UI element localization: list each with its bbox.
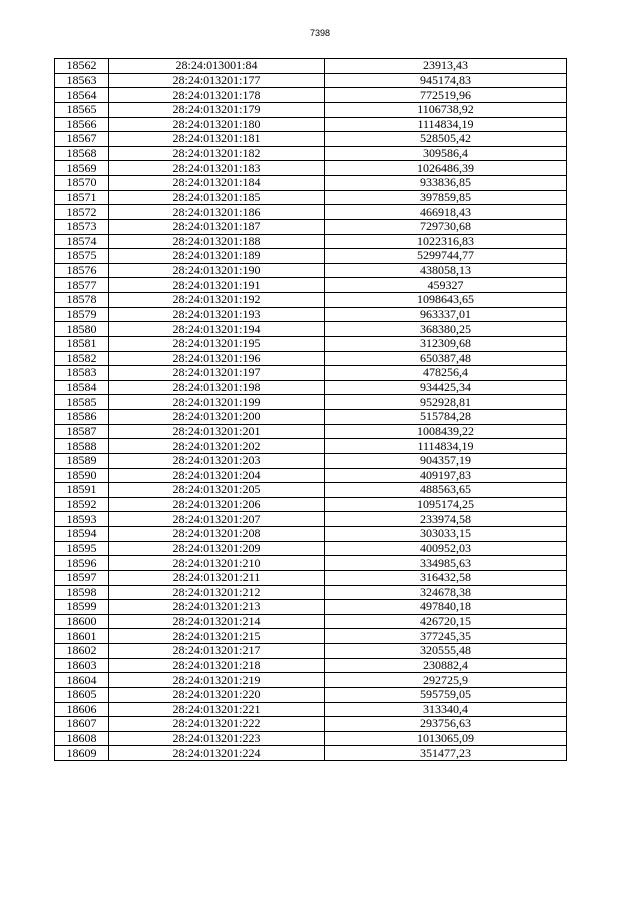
table-row bbox=[55, 512, 567, 527]
value-cell: 377245,35 bbox=[325, 629, 567, 644]
value-cell: 934425,34 bbox=[325, 380, 567, 395]
cadastral-number-cell: 28:24:013201:192 bbox=[109, 293, 325, 308]
value-cell: 1114834,19 bbox=[325, 439, 567, 454]
table-row bbox=[55, 132, 567, 147]
value-cell: 320555,48 bbox=[325, 644, 567, 659]
cadastral-number-cell: 28:24:013201:204 bbox=[109, 468, 325, 483]
table-row bbox=[55, 717, 567, 732]
cadastral-number-cell: 28:24:013201:221 bbox=[109, 702, 325, 717]
row-number-cell: 18575 bbox=[55, 249, 109, 264]
value-cell: 478256,4 bbox=[325, 366, 567, 381]
cadastral-number-cell: 28:24:013201:180 bbox=[109, 117, 325, 132]
table-row bbox=[55, 673, 567, 688]
cadastral-number-cell: 28:24:013201:188 bbox=[109, 234, 325, 249]
cadastral-number-cell: 28:24:013201:222 bbox=[109, 717, 325, 732]
row-number-cell: 18607 bbox=[55, 717, 109, 732]
row-number-cell: 18572 bbox=[55, 205, 109, 220]
row-number-cell: 18571 bbox=[55, 190, 109, 205]
value-cell: 368380,25 bbox=[325, 322, 567, 337]
table-row bbox=[55, 570, 567, 585]
row-number-cell: 18579 bbox=[55, 307, 109, 322]
cadastral-number-cell: 28:24:013201:195 bbox=[109, 336, 325, 351]
row-number-cell: 18592 bbox=[55, 497, 109, 512]
row-number-cell: 18573 bbox=[55, 219, 109, 234]
value-cell: 303033,15 bbox=[325, 527, 567, 542]
value-cell: 438058,13 bbox=[325, 263, 567, 278]
cadastral-number-cell: 28:24:013201:210 bbox=[109, 556, 325, 571]
row-number-cell: 18568 bbox=[55, 146, 109, 161]
value-cell: 292725,9 bbox=[325, 673, 567, 688]
table-row bbox=[55, 687, 567, 702]
row-number-cell: 18583 bbox=[55, 366, 109, 381]
value-cell: 1026486,39 bbox=[325, 161, 567, 176]
table-row bbox=[55, 205, 567, 220]
cadastral-number-cell: 28:24:013201:224 bbox=[109, 746, 325, 761]
table-row bbox=[55, 644, 567, 659]
value-cell: 1022316,83 bbox=[325, 234, 567, 249]
cadastral-number-cell: 28:24:013201:214 bbox=[109, 614, 325, 629]
row-number-cell: 18585 bbox=[55, 395, 109, 410]
row-number-cell: 18608 bbox=[55, 731, 109, 746]
value-cell: 293756,63 bbox=[325, 717, 567, 732]
cadastral-number-cell: 28:24:013001:84 bbox=[109, 59, 325, 74]
cadastral-number-cell: 28:24:013201:177 bbox=[109, 73, 325, 88]
cadastral-number-cell: 28:24:013201:197 bbox=[109, 366, 325, 381]
value-cell: 312309,68 bbox=[325, 336, 567, 351]
table-row bbox=[55, 424, 567, 439]
row-number-cell: 18606 bbox=[55, 702, 109, 717]
cadastral-number-cell: 28:24:013201:178 bbox=[109, 88, 325, 103]
value-cell: 426720,15 bbox=[325, 614, 567, 629]
value-cell: 23913,43 bbox=[325, 59, 567, 74]
table-row bbox=[55, 600, 567, 615]
table-row bbox=[55, 468, 567, 483]
value-cell: 952928,81 bbox=[325, 395, 567, 410]
cadastral-number-cell: 28:24:013201:194 bbox=[109, 322, 325, 337]
row-number-cell: 18567 bbox=[55, 132, 109, 147]
cadastral-number-cell: 28:24:013201:193 bbox=[109, 307, 325, 322]
row-number-cell: 18603 bbox=[55, 658, 109, 673]
cadastral-number-cell: 28:24:013201:211 bbox=[109, 570, 325, 585]
table-row bbox=[55, 219, 567, 234]
cadastral-number-cell: 28:24:013201:213 bbox=[109, 600, 325, 615]
row-number-cell: 18580 bbox=[55, 322, 109, 337]
table-row bbox=[55, 527, 567, 542]
table-row bbox=[55, 453, 567, 468]
cadastral-number-cell: 28:24:013201:212 bbox=[109, 585, 325, 600]
cadastral-number-cell: 28:24:013201:186 bbox=[109, 205, 325, 220]
row-number-cell: 18584 bbox=[55, 380, 109, 395]
row-number-cell: 18593 bbox=[55, 512, 109, 527]
cadastral-number-cell: 28:24:013201:187 bbox=[109, 219, 325, 234]
cadastral-number-cell: 28:24:013201:209 bbox=[109, 541, 325, 556]
table-row bbox=[55, 190, 567, 205]
row-number-cell: 18601 bbox=[55, 629, 109, 644]
row-number-cell: 18578 bbox=[55, 293, 109, 308]
row-number-cell: 18565 bbox=[55, 102, 109, 117]
value-cell: 1095174,25 bbox=[325, 497, 567, 512]
cadastral-number-cell: 28:24:013201:189 bbox=[109, 249, 325, 264]
table-row bbox=[55, 161, 567, 176]
value-cell: 729730,68 bbox=[325, 219, 567, 234]
table-row bbox=[55, 410, 567, 425]
row-number-cell: 18589 bbox=[55, 453, 109, 468]
value-cell: 488563,65 bbox=[325, 483, 567, 498]
cadastral-number-cell: 28:24:013201:215 bbox=[109, 629, 325, 644]
cadastral-number-cell: 28:24:013201:217 bbox=[109, 644, 325, 659]
cadastral-number-cell: 28:24:013201:218 bbox=[109, 658, 325, 673]
value-cell: 230882,4 bbox=[325, 658, 567, 673]
table-row bbox=[55, 702, 567, 717]
table-row bbox=[55, 234, 567, 249]
table-row bbox=[55, 88, 567, 103]
row-number-cell: 18588 bbox=[55, 439, 109, 454]
row-number-cell: 18590 bbox=[55, 468, 109, 483]
cadastral-number-cell: 28:24:013201:223 bbox=[109, 731, 325, 746]
row-number-cell: 18576 bbox=[55, 263, 109, 278]
table-row bbox=[55, 278, 567, 293]
row-number-cell: 18569 bbox=[55, 161, 109, 176]
table-row bbox=[55, 614, 567, 629]
row-number-cell: 18602 bbox=[55, 644, 109, 659]
value-cell: 351477,23 bbox=[325, 746, 567, 761]
cadastral-number-cell: 28:24:013201:179 bbox=[109, 102, 325, 117]
table-row bbox=[55, 102, 567, 117]
table-row bbox=[55, 307, 567, 322]
value-cell: 933836,85 bbox=[325, 176, 567, 191]
table-row bbox=[55, 439, 567, 454]
row-number-cell: 18596 bbox=[55, 556, 109, 571]
cadastral-number-cell: 28:24:013201:205 bbox=[109, 483, 325, 498]
cadastral-number-cell: 28:24:013201:219 bbox=[109, 673, 325, 688]
row-number-cell: 18577 bbox=[55, 278, 109, 293]
value-cell: 324678,38 bbox=[325, 585, 567, 600]
row-number-cell: 18600 bbox=[55, 614, 109, 629]
value-cell: 497840,18 bbox=[325, 600, 567, 615]
value-cell: 650387,48 bbox=[325, 351, 567, 366]
cadastral-number-cell: 28:24:013201:202 bbox=[109, 439, 325, 454]
value-cell: 5299744,77 bbox=[325, 249, 567, 264]
value-cell: 309586,4 bbox=[325, 146, 567, 161]
row-number-cell: 18564 bbox=[55, 88, 109, 103]
table-row bbox=[55, 585, 567, 600]
table-row bbox=[55, 746, 567, 761]
cadastral-number-cell: 28:24:013201:181 bbox=[109, 132, 325, 147]
cadastral-number-cell: 28:24:013201:206 bbox=[109, 497, 325, 512]
table-row bbox=[55, 541, 567, 556]
row-number-cell: 18598 bbox=[55, 585, 109, 600]
cadastral-number-cell: 28:24:013201:196 bbox=[109, 351, 325, 366]
value-cell: 233974,58 bbox=[325, 512, 567, 527]
table-row bbox=[55, 483, 567, 498]
table-row bbox=[55, 73, 567, 88]
value-cell: 595759,05 bbox=[325, 687, 567, 702]
value-cell: 528505,42 bbox=[325, 132, 567, 147]
row-number-cell: 18604 bbox=[55, 673, 109, 688]
cadastral-number-cell: 28:24:013201:183 bbox=[109, 161, 325, 176]
table-row bbox=[55, 146, 567, 161]
table-row bbox=[55, 629, 567, 644]
value-cell: 1098643,65 bbox=[325, 293, 567, 308]
registry-table bbox=[54, 58, 567, 761]
value-cell: 316432,58 bbox=[325, 570, 567, 585]
cadastral-number-cell: 28:24:013201:220 bbox=[109, 687, 325, 702]
cadastral-number-cell: 28:24:013201:198 bbox=[109, 380, 325, 395]
cadastral-number-cell: 28:24:013201:184 bbox=[109, 176, 325, 191]
row-number-cell: 18566 bbox=[55, 117, 109, 132]
cadastral-number-cell: 28:24:013201:203 bbox=[109, 453, 325, 468]
value-cell: 397859,85 bbox=[325, 190, 567, 205]
value-cell: 334985,63 bbox=[325, 556, 567, 571]
row-number-cell: 18563 bbox=[55, 73, 109, 88]
table-row bbox=[55, 117, 567, 132]
row-number-cell: 18587 bbox=[55, 424, 109, 439]
value-cell: 409197,83 bbox=[325, 468, 567, 483]
table-row bbox=[55, 263, 567, 278]
table-row bbox=[55, 322, 567, 337]
cadastral-number-cell: 28:24:013201:201 bbox=[109, 424, 325, 439]
registry-table-body bbox=[55, 59, 567, 761]
table-row bbox=[55, 249, 567, 264]
value-cell: 945174,83 bbox=[325, 73, 567, 88]
row-number-cell: 18570 bbox=[55, 176, 109, 191]
row-number-cell: 18605 bbox=[55, 687, 109, 702]
cadastral-number-cell: 28:24:013201:191 bbox=[109, 278, 325, 293]
value-cell: 1008439,22 bbox=[325, 424, 567, 439]
page-number: 7398 bbox=[309, 28, 331, 38]
table-row bbox=[55, 336, 567, 351]
value-cell: 400952,03 bbox=[325, 541, 567, 556]
table-row bbox=[55, 497, 567, 512]
table-row bbox=[55, 556, 567, 571]
value-cell: 515784,28 bbox=[325, 410, 567, 425]
value-cell: 459327 bbox=[325, 278, 567, 293]
row-number-cell: 18591 bbox=[55, 483, 109, 498]
table-row bbox=[55, 176, 567, 191]
row-number-cell: 18581 bbox=[55, 336, 109, 351]
value-cell: 1106738,92 bbox=[325, 102, 567, 117]
row-number-cell: 18574 bbox=[55, 234, 109, 249]
value-cell: 904357,19 bbox=[325, 453, 567, 468]
row-number-cell: 18582 bbox=[55, 351, 109, 366]
cadastral-number-cell: 28:24:013201:200 bbox=[109, 410, 325, 425]
row-number-cell: 18562 bbox=[55, 59, 109, 74]
table-row bbox=[55, 351, 567, 366]
cadastral-number-cell: 28:24:013201:199 bbox=[109, 395, 325, 410]
table-row bbox=[55, 395, 567, 410]
cadastral-number-cell: 28:24:013201:182 bbox=[109, 146, 325, 161]
value-cell: 1114834,19 bbox=[325, 117, 567, 132]
cadastral-number-cell: 28:24:013201:190 bbox=[109, 263, 325, 278]
row-number-cell: 18597 bbox=[55, 570, 109, 585]
row-number-cell: 18609 bbox=[55, 746, 109, 761]
row-number-cell: 18594 bbox=[55, 527, 109, 542]
table-row bbox=[55, 658, 567, 673]
table-row bbox=[55, 293, 567, 308]
table-row bbox=[55, 380, 567, 395]
cadastral-number-cell: 28:24:013201:207 bbox=[109, 512, 325, 527]
value-cell: 313340,4 bbox=[325, 702, 567, 717]
row-number-cell: 18595 bbox=[55, 541, 109, 556]
value-cell: 963337,01 bbox=[325, 307, 567, 322]
row-number-cell: 18599 bbox=[55, 600, 109, 615]
table-row bbox=[55, 59, 567, 74]
row-number-cell: 18586 bbox=[55, 410, 109, 425]
cadastral-number-cell: 28:24:013201:185 bbox=[109, 190, 325, 205]
value-cell: 466918,43 bbox=[325, 205, 567, 220]
table-row bbox=[55, 731, 567, 746]
value-cell: 1013065,09 bbox=[325, 731, 567, 746]
value-cell: 772519,96 bbox=[325, 88, 567, 103]
table-row bbox=[55, 366, 567, 381]
cadastral-number-cell: 28:24:013201:208 bbox=[109, 527, 325, 542]
